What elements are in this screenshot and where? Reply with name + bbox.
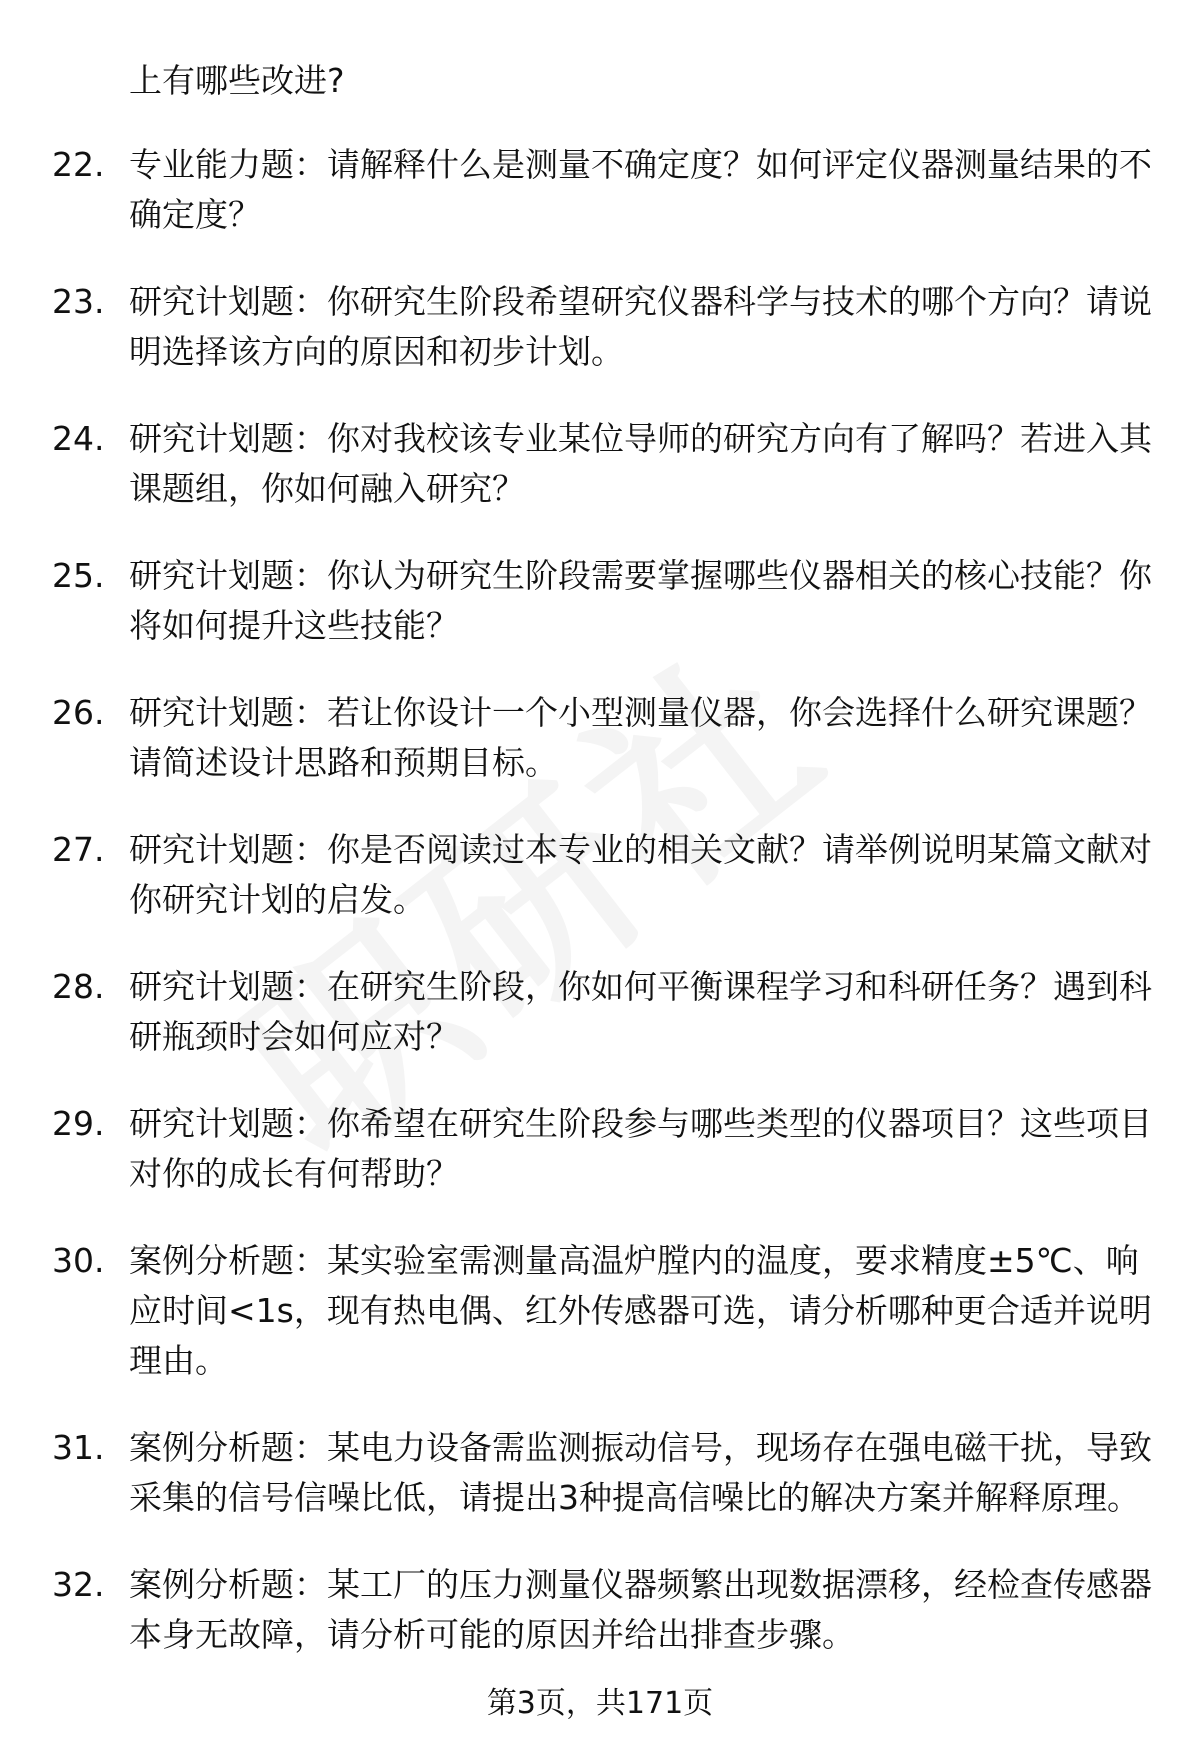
question-text: 案例分析题：某实验室需测量高温炉膛内的温度，要求精度±5℃、响应时间<1s，现有热电偶、红外传感器可选，请分析哪种更合适并说明理由。 [129,1241,1152,1380]
question-number: 31. [52,1428,105,1467]
question-item-30 [0,1236,1200,1386]
question-text: 案例分析题：某电力设备需监测振动信号，现场存在强电磁干扰，导致采集的信号信噪比低，请提出3种提高信噪比的解决方案并解释原理。 [129,1428,1152,1517]
question-item-24 [0,414,1200,514]
question-number: 28. [52,967,105,1006]
question-item-23 [0,277,1200,377]
question-item-31 [0,1423,1200,1523]
question-text: 专业能力题：请解释什么是测量不确定度？如何评定仪器测量结果的不确定度？ [129,145,1152,234]
question-number: 24. [52,419,105,458]
question-number: 30. [52,1241,105,1280]
question-text: 研究计划题：你希望在研究生阶段参与哪些类型的仪器项目？这些项目对你的成长有何帮助？ [129,1104,1152,1193]
page-footer: 第3页，共171页 [486,1686,714,1721]
question-list [0,140,1200,1697]
question-number: 27. [52,830,105,869]
continuation-text: 上有哪些改进? [129,61,345,100]
question-number: 23. [52,282,105,321]
question-text: 研究计划题：你研究生阶段希望研究仪器科学与技术的哪个方向？请说明选择该方向的原因和初步计划。 [129,282,1152,371]
question-number: 32. [52,1565,105,1604]
question-text: 研究计划题：你是否阅读过本专业的相关文献？请举例说明某篇文献对你研究计划的启发。 [129,830,1152,919]
question-item-22 [0,140,1200,240]
question-text: 研究计划题：若让你设计一个小型测量仪器，你会选择什么研究课题？请简述设计思路和预期目标。 [129,693,1152,782]
question-item-29 [0,1099,1200,1199]
question-item-32 [0,1560,1200,1660]
question-number: 29. [52,1104,105,1143]
question-item-25 [0,551,1200,651]
question-number: 26. [52,693,105,732]
question-item-27 [0,825,1200,925]
question-number: 22. [52,145,105,184]
question-text: 案例分析题：某工厂的压力测量仪器频繁出现数据漂移，经检查传感器本身无故障，请分析可能的原因并给出排查步骤。 [129,1565,1152,1654]
question-text: 研究计划题：你认为研究生阶段需要掌握哪些仪器相关的核心技能？你将如何提升这些技能？ [129,556,1152,645]
question-item-26 [0,688,1200,788]
question-number: 25. [52,556,105,595]
question-text: 研究计划题：你对我校该专业某位导师的研究方向有了解吗？若进入其课题组，你如何融入研究？ [129,419,1152,508]
question-text: 研究计划题：在研究生阶段，你如何平衡课程学习和科研任务？遇到科研瓶颈时会如何应对？ [129,967,1152,1056]
question-item-28 [0,962,1200,1062]
